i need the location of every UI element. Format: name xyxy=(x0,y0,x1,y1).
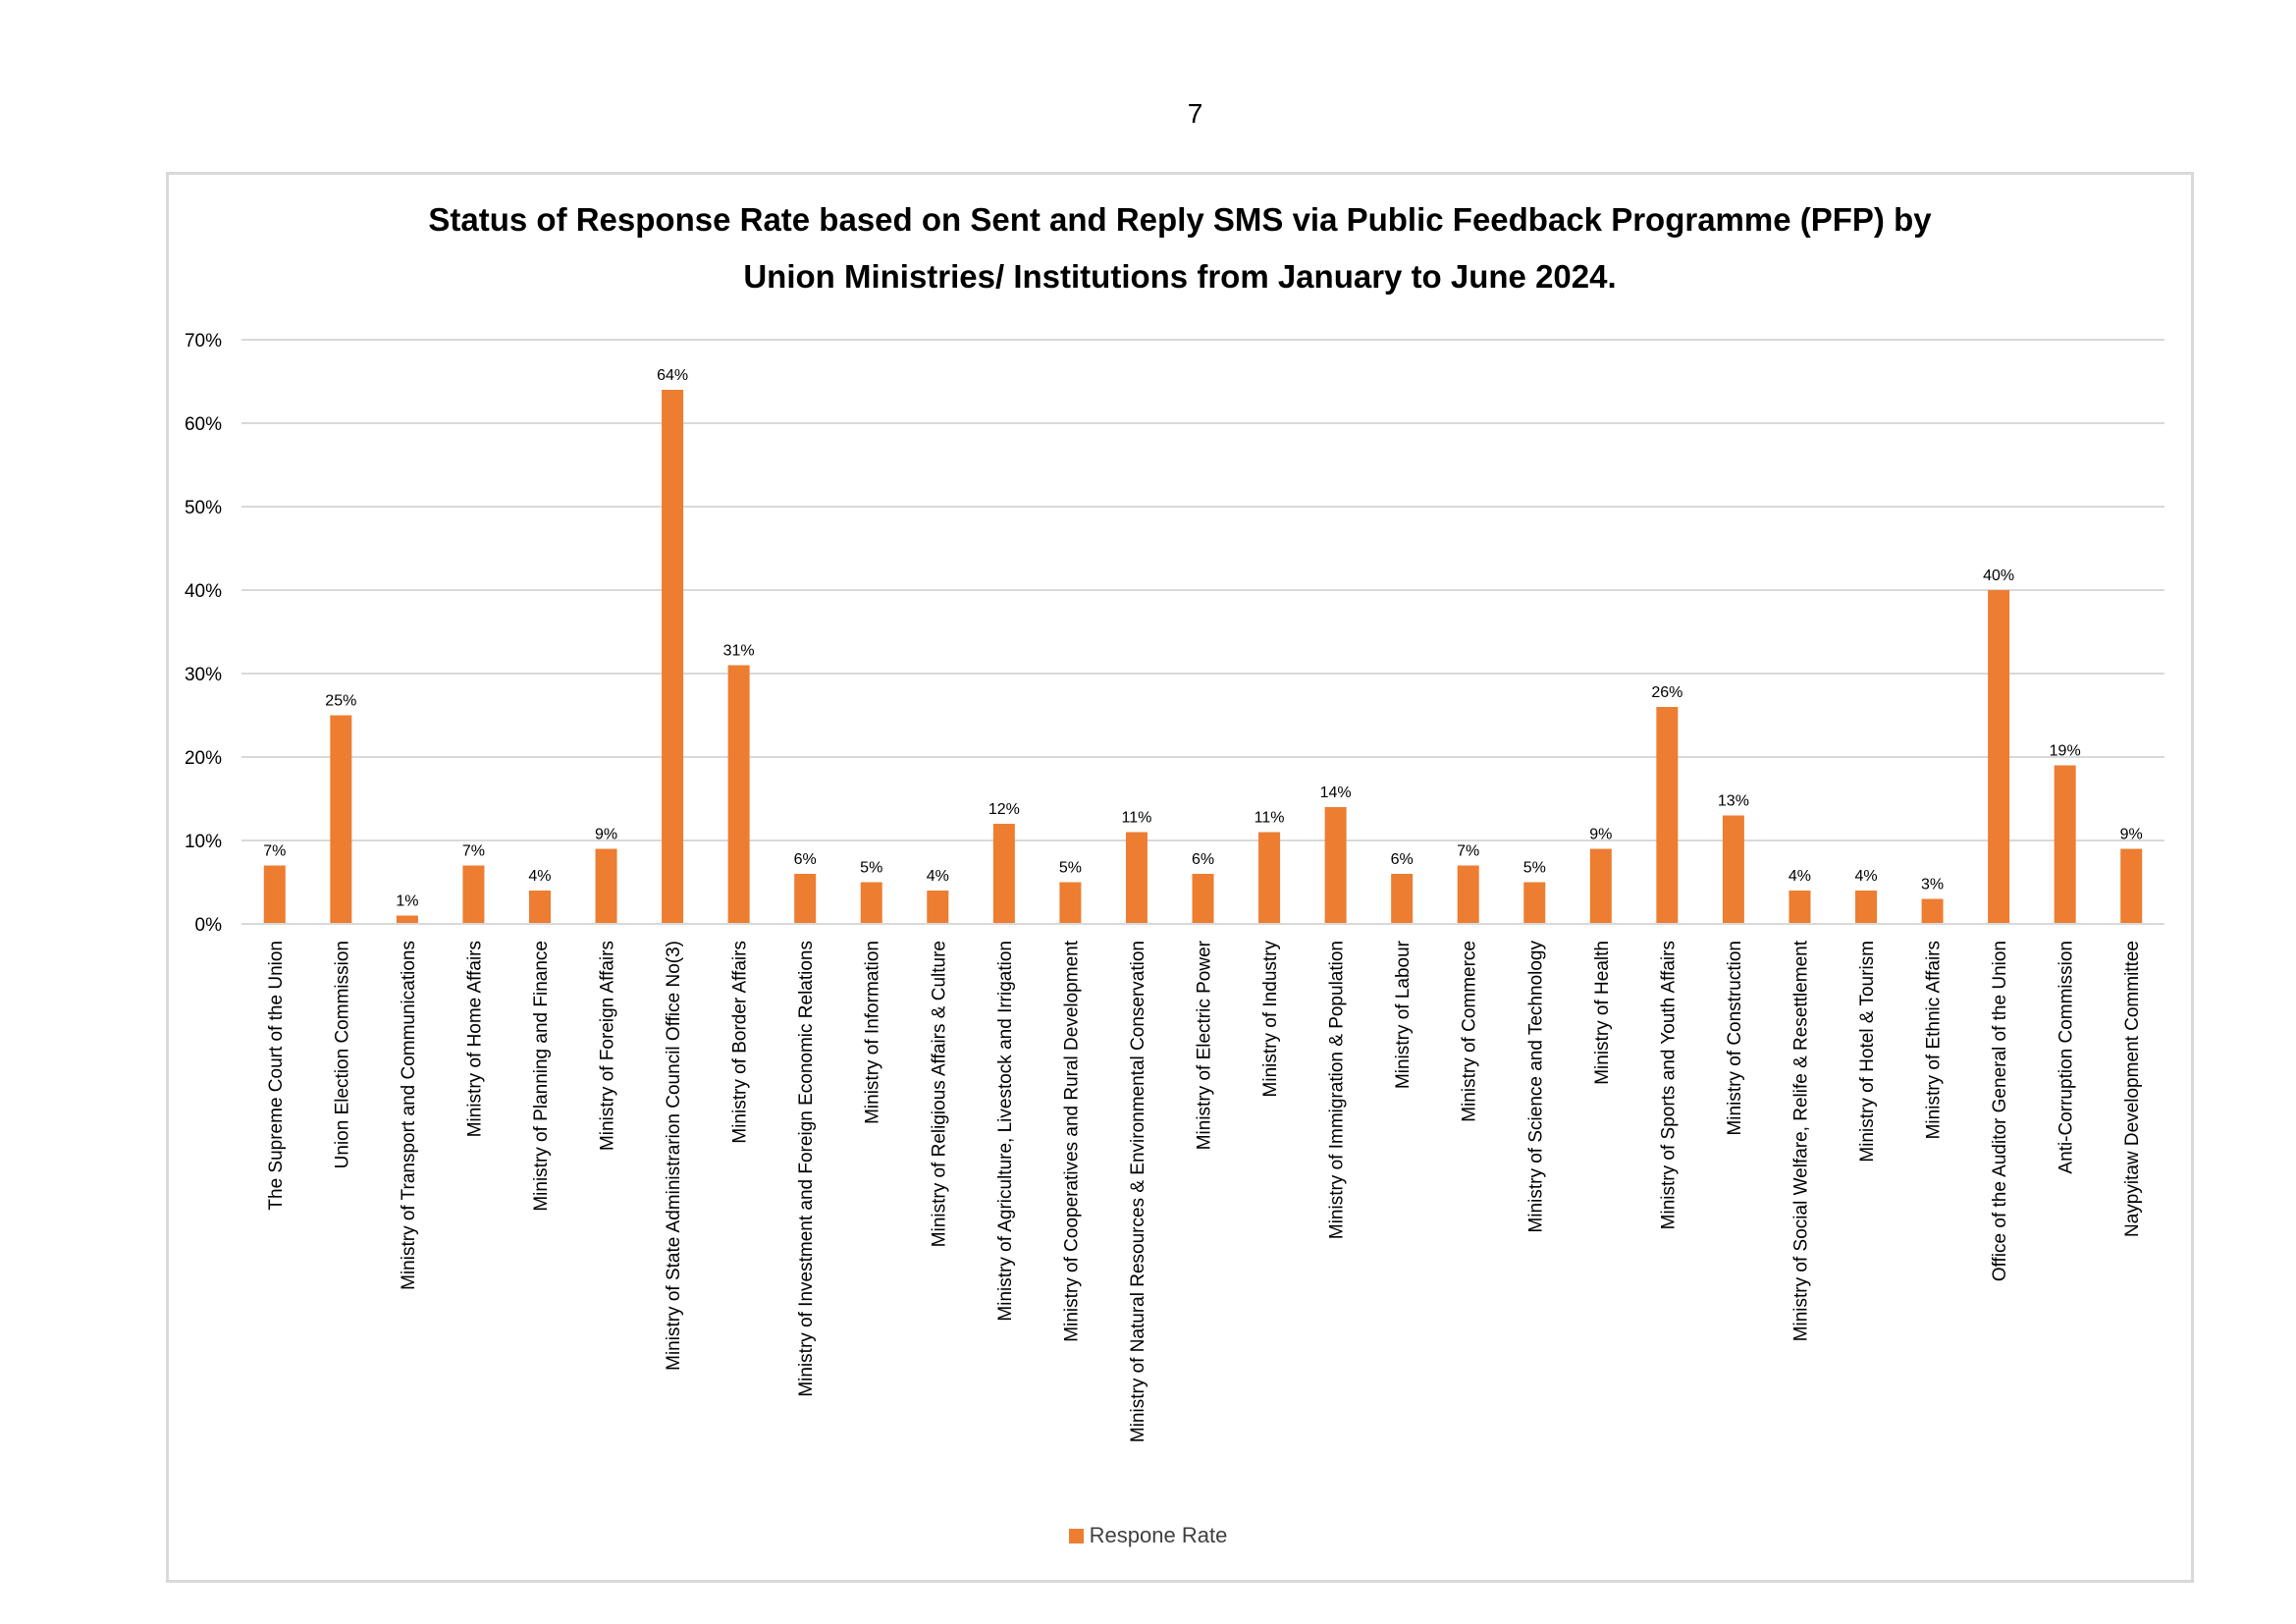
x-tick-label: Naypyitaw Development Committee xyxy=(2122,941,2144,1238)
x-tick-label: Ministry of Home Affairs xyxy=(464,941,486,1138)
bar xyxy=(1988,590,2009,924)
x-tick-label: Ministry of Immigration & Population xyxy=(1326,941,1348,1240)
y-tick-label: 20% xyxy=(184,748,222,769)
bar xyxy=(1126,833,1148,925)
bar xyxy=(1789,891,1810,924)
x-tick-label: Anti-Corruption Commission xyxy=(2056,941,2077,1174)
data-label: 7% xyxy=(1457,842,1480,860)
x-tick-label: Ministry of Social Welfare, Relife & Resettlement xyxy=(1790,941,1812,1342)
bar xyxy=(462,866,484,925)
bar xyxy=(596,849,617,925)
data-label: 6% xyxy=(1390,851,1414,868)
data-label: 5% xyxy=(860,859,883,877)
y-tick-label: 50% xyxy=(184,498,222,518)
y-tick-label: 10% xyxy=(184,832,222,852)
bar xyxy=(728,666,750,925)
legend-label: Respone Rate xyxy=(1089,1523,1228,1547)
data-label: 3% xyxy=(1921,876,1945,893)
bar xyxy=(1523,883,1545,925)
bar xyxy=(1258,833,1280,925)
bar xyxy=(397,916,418,925)
data-label: 26% xyxy=(1651,684,1683,701)
x-tick-label: Office of the Auditor General of the Union xyxy=(1990,940,2011,1282)
bar xyxy=(330,716,351,925)
bar xyxy=(1458,866,1479,925)
data-label: 5% xyxy=(1058,859,1082,877)
y-tick-label: 60% xyxy=(184,414,222,435)
bar xyxy=(1855,891,1877,924)
data-label: 12% xyxy=(988,801,1020,818)
bar xyxy=(1193,874,1214,924)
x-tick-label: Union Election Commission xyxy=(332,941,353,1169)
x-tick-label: Ministry of Science and Technology xyxy=(1525,941,1547,1233)
bar xyxy=(2055,766,2076,925)
legend-swatch xyxy=(1069,1529,1084,1543)
data-label: 64% xyxy=(657,367,689,384)
y-tick-label: 70% xyxy=(184,331,222,352)
x-tick-label: Ministry of Hotel & Tourism xyxy=(1857,940,1879,1163)
x-tick-label: Ministry of Electric Power xyxy=(1194,941,1215,1151)
data-label: 7% xyxy=(263,842,287,860)
y-tick-label: 40% xyxy=(184,581,222,602)
data-label: 4% xyxy=(1788,868,1812,885)
data-label: 14% xyxy=(1319,785,1352,801)
bar xyxy=(1391,874,1413,924)
x-tick-label: Ministry of State Administrarion Council Office No(3) xyxy=(664,941,685,1371)
data-label: 25% xyxy=(325,692,357,710)
y-tick-label: 30% xyxy=(184,665,222,685)
chart-legend xyxy=(0,1523,2296,1548)
x-tick-label: Ministry of Transport and Communications xyxy=(398,941,419,1290)
bar xyxy=(1922,899,1944,925)
bar xyxy=(861,883,882,925)
bar xyxy=(2120,849,2142,925)
x-tick-label: The Supreme Court of the Union xyxy=(265,941,287,1211)
data-label: 13% xyxy=(1717,792,1749,810)
data-label: 40% xyxy=(1983,568,2015,584)
x-tick-label: Ministry of Health xyxy=(1591,941,1613,1085)
data-label: 5% xyxy=(1522,859,1546,877)
x-tick-label: Ministry of Commerce xyxy=(1459,941,1480,1122)
data-label: 9% xyxy=(2119,826,2143,843)
x-tick-label: Ministry of Border Affairs xyxy=(729,941,751,1144)
data-label: 19% xyxy=(2049,742,2081,760)
x-tick-label: Ministry of Religious Affairs & Culture xyxy=(929,941,950,1248)
bar xyxy=(264,866,286,925)
bar xyxy=(1325,807,1347,924)
x-tick-label: Ministry of Planning and Finance xyxy=(530,941,552,1212)
data-label: 6% xyxy=(1191,851,1215,868)
chart-title-line-2: Union Ministries/ Institutions from January to June 2024. xyxy=(743,258,1617,295)
data-label: 1% xyxy=(396,893,419,910)
x-tick-label: Ministry of Ethnic Affairs xyxy=(1923,940,1945,1140)
y-tick-label: 0% xyxy=(194,915,222,936)
bar xyxy=(662,390,683,924)
data-label: 4% xyxy=(1854,868,1878,885)
x-tick-label: Ministry of Investment and Foreign Economic Relations xyxy=(796,941,818,1397)
x-tick-label: Ministry of Agriculture, Livestock and Irrigation xyxy=(994,941,1016,1322)
x-tick-label: Ministry of Sports and Youth Affairs xyxy=(1658,941,1680,1230)
chart-title-line-1: Status of Response Rate based on Sent and Reply SMS via Public Feedback Programme (PFP) by xyxy=(428,201,1932,238)
x-tick-label: Ministry of Foreign Affairs xyxy=(597,941,618,1152)
data-label: 7% xyxy=(461,842,485,860)
data-label: 4% xyxy=(926,868,949,885)
data-label: 11% xyxy=(1254,809,1285,827)
data-label: 9% xyxy=(594,826,618,843)
x-tick-label: Ministry of Labour xyxy=(1393,941,1415,1090)
bar xyxy=(794,874,816,924)
data-label: 31% xyxy=(722,642,755,660)
x-tick-label: Ministry of Cooperatives and Rural Development xyxy=(1061,941,1083,1342)
bar xyxy=(1723,816,1744,925)
data-label: 6% xyxy=(793,851,817,868)
data-label: 4% xyxy=(528,868,552,885)
page-number: 7 xyxy=(1187,98,1203,129)
bar xyxy=(1656,707,1678,924)
x-tick-label: Ministry of Natural Resources & Environmental Conservation xyxy=(1127,941,1148,1443)
bar xyxy=(993,824,1015,924)
bar xyxy=(1059,883,1081,925)
bar xyxy=(1590,849,1612,925)
x-tick-label: Ministry of Construction xyxy=(1724,941,1745,1136)
bar xyxy=(927,891,948,924)
bar xyxy=(529,891,551,924)
x-tick-label: Ministry of Industry xyxy=(1260,941,1282,1098)
data-label: 9% xyxy=(1589,826,1613,843)
data-label: 11% xyxy=(1121,809,1152,827)
x-tick-label: Ministry of Information xyxy=(862,941,883,1124)
